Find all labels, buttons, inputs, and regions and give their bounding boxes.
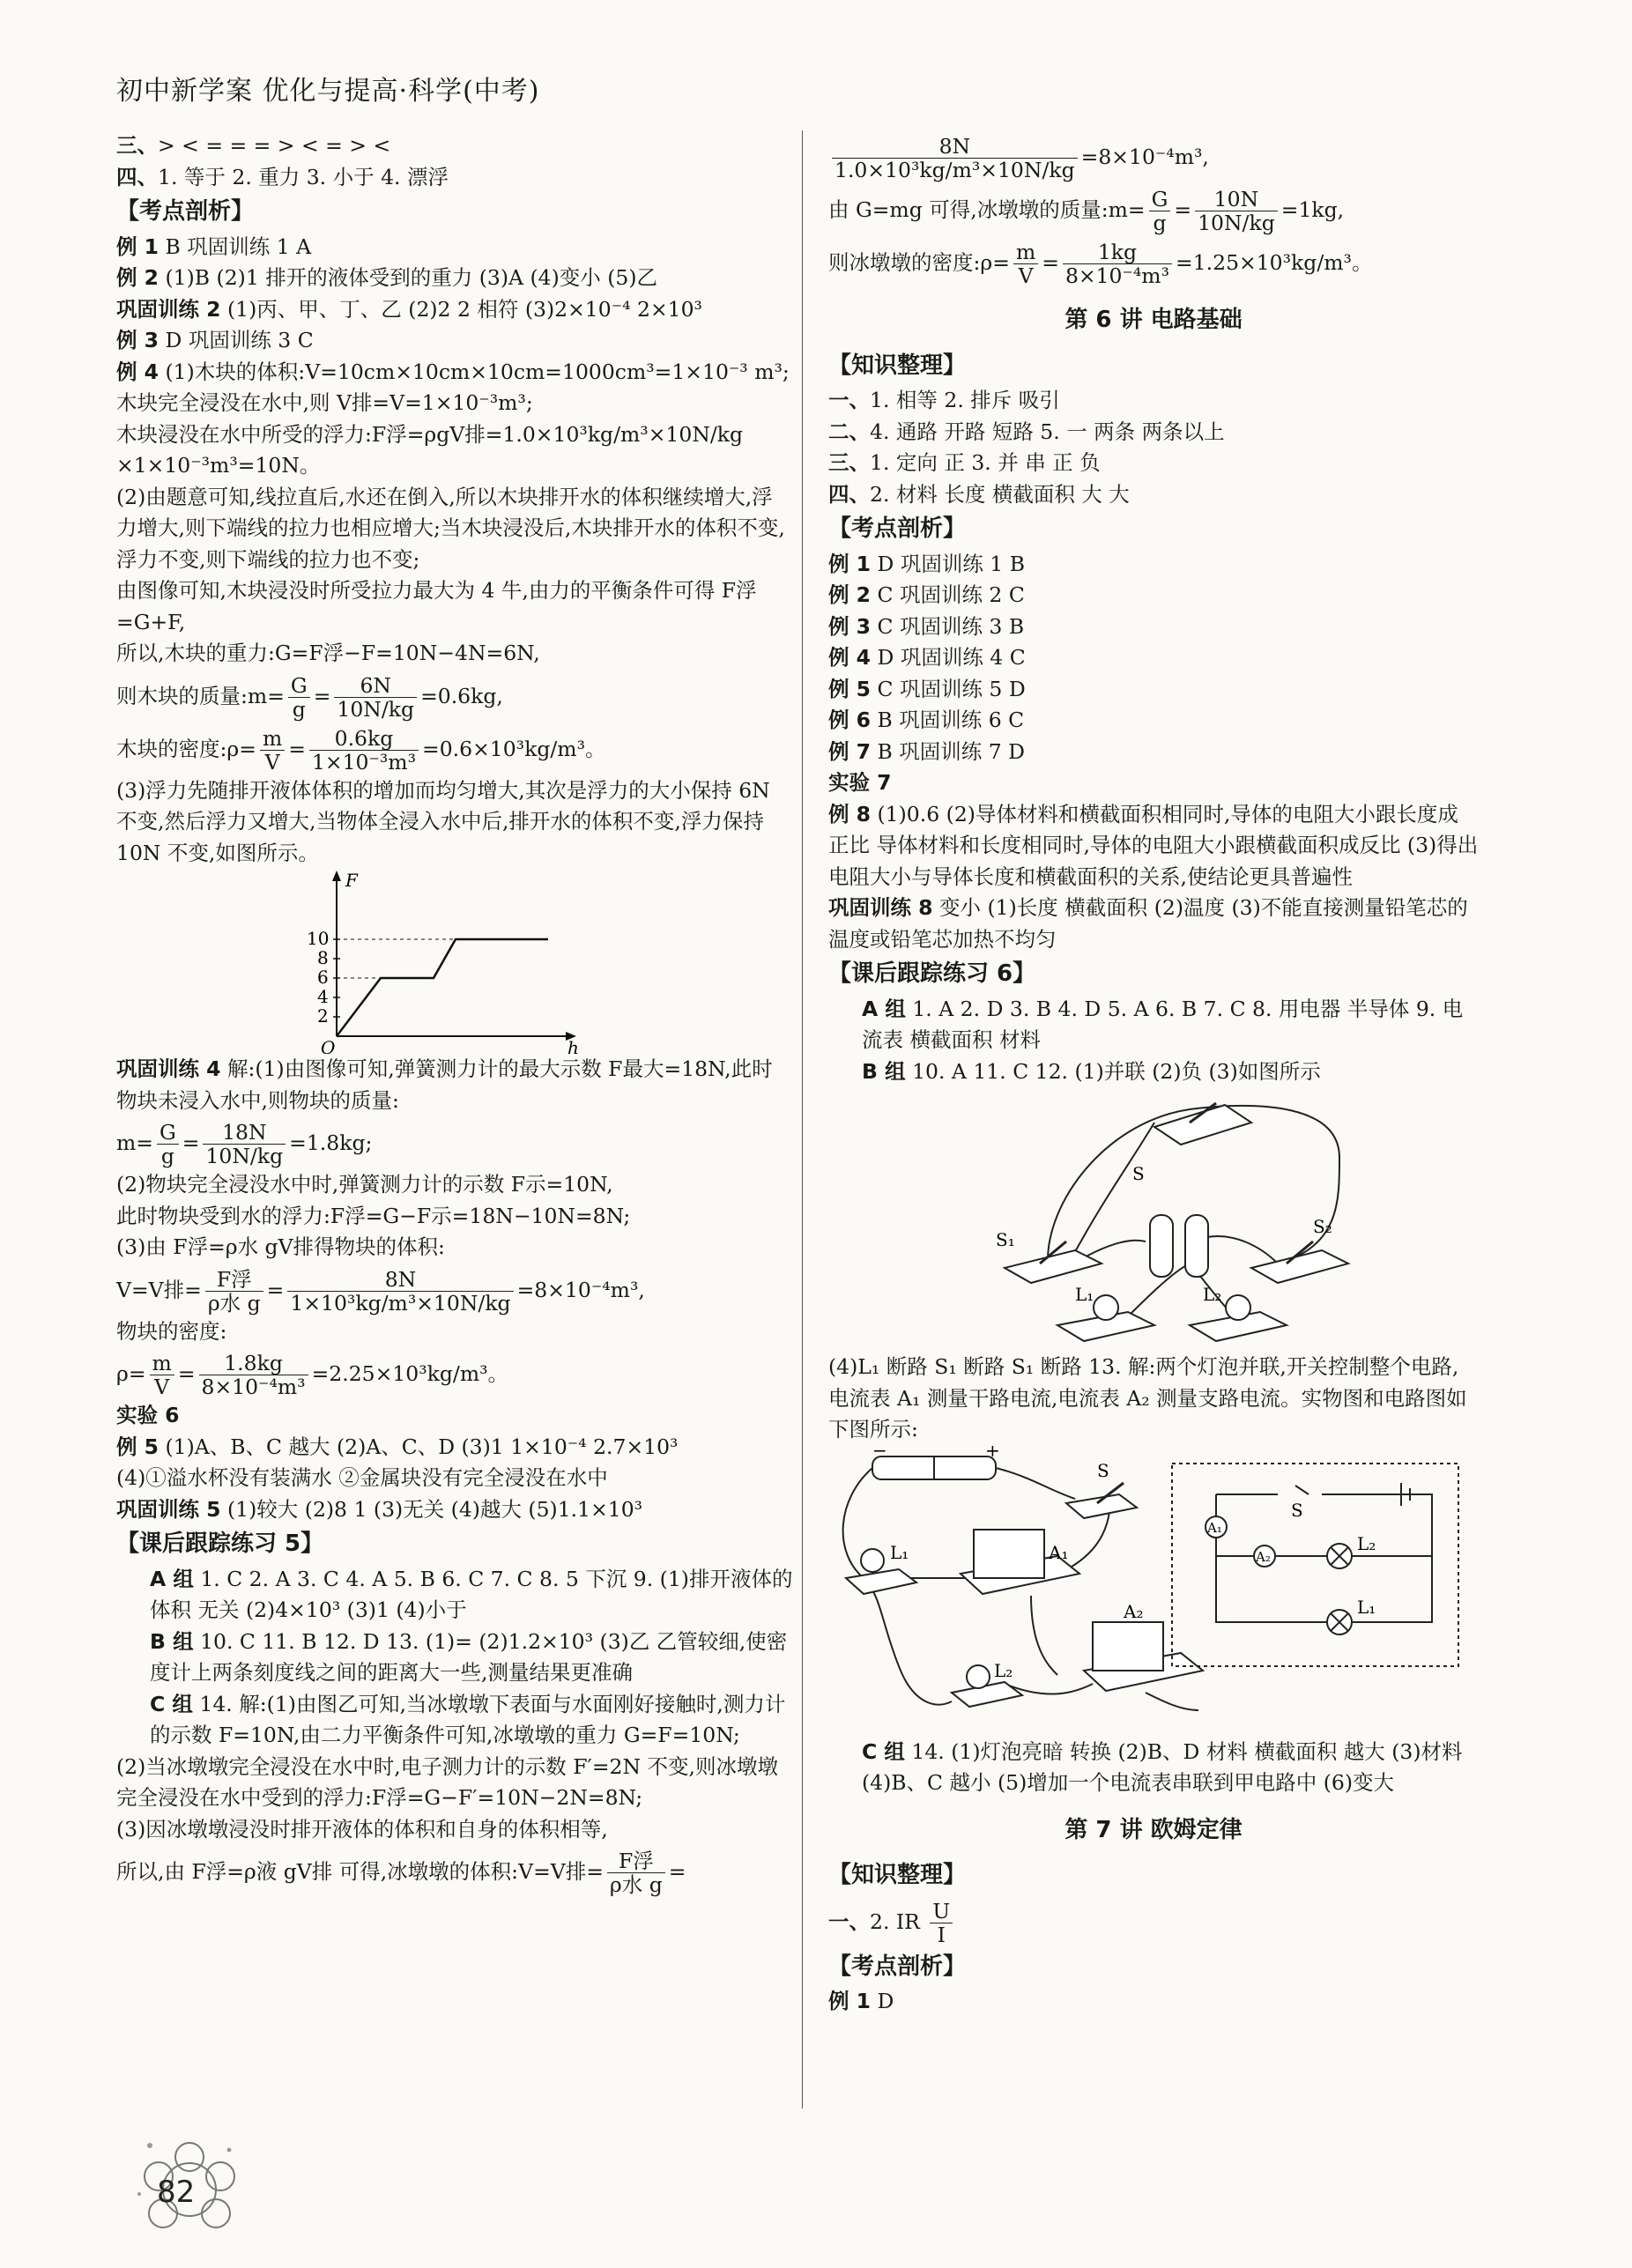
answer-text: B 巩固训练 6 C [871, 708, 1025, 732]
schematic-label-a2: A₂ [1256, 1548, 1271, 1565]
figure-graph [116, 869, 793, 1054]
formula-suffix: =1kg, [1280, 197, 1345, 222]
answer-key: B 组 [862, 1058, 906, 1084]
numerator: G [1149, 188, 1171, 211]
answer-line [116, 419, 793, 482]
formula-line [116, 1845, 793, 1898]
answer-text: 1. 等于 2. 重力 3. 小于 4. 漂浮 [158, 164, 449, 189]
answer-line [116, 1316, 793, 1348]
answer-line [828, 893, 1479, 955]
equals-sign: = [313, 683, 331, 708]
fraction [1149, 188, 1171, 234]
answer-line [116, 130, 793, 162]
answer-text: B 巩固训练 1 A [159, 233, 312, 259]
answer-text: (3)由 F浮=ρ水 gV排得物块的体积: [116, 1234, 445, 1259]
answer-key: C 组 [150, 1691, 193, 1716]
answer-line [828, 705, 1479, 737]
answer-key: 三、 [116, 133, 158, 158]
label-s: S [1097, 1459, 1109, 1481]
answer-key: 巩固训练 2 [116, 296, 221, 322]
label-s: S [1132, 1163, 1145, 1184]
formula-suffix: =0.6×10³kg/m³。 [422, 736, 606, 761]
lecture-title: 第 7 讲 欧姆定律 [1065, 1816, 1243, 1843]
numerator: 8N [832, 135, 1078, 159]
tick-6: 6 [317, 967, 329, 988]
fraction [205, 1268, 263, 1315]
answer-text: (1)0.6 (2)导体材料和横截面积相同时,导体的电阻大小跟长度成正比 导体材料和长度相同时,导体的电阻大小跟横截面积成反比 (3)得出电阻大小与导体长度和横截面积的关系,使结论更具普遍性 [828, 801, 1479, 889]
answer-text: (2)当冰墩墩完全浸没在水中时,电子测力计的示数 F′=2N 不变,则冰墩墩完全浸没在水中受到的浮力:F浮=G−F′=10N−2N=8N; [116, 1753, 779, 1810]
answer-key: 巩固训练 8 [828, 895, 933, 920]
answer-key: C 组 [862, 1738, 905, 1764]
formula-suffix: =0.6kg, [420, 683, 503, 708]
answer-line [828, 385, 1479, 417]
schematic-label-s: S [1291, 1499, 1303, 1521]
x-axis-label: h [567, 1037, 579, 1054]
denominator: ρ水 g [207, 1290, 261, 1316]
answer-key: 例 1 [116, 233, 159, 259]
formula-prefix: 所以,由 F浮=ρ液 gV排 可得,冰墩墩的体积:V=V排= [116, 1859, 604, 1884]
fraction [288, 674, 310, 721]
answer-text: 1. C 2. A 3. C 4. A 5. B 6. C 7. C 8. 5 下沉 9. (1)排开液体的体积 无关 (2)4×10³ (3)1 (4)小于 [150, 1566, 793, 1622]
buoyancy-curve [337, 939, 548, 1036]
fraction [607, 1849, 665, 1896]
equals-sign: = [1174, 197, 1192, 222]
answer-key: 二、 [828, 419, 870, 444]
battery-minus: − [872, 1445, 887, 1461]
answer-line [828, 1737, 1479, 1799]
answer-key: 例 1 [828, 1989, 872, 2013]
formula-line [116, 1264, 793, 1316]
denominator: 1×10⁻³m³ [311, 749, 417, 775]
formula-prefix: 则冰墩墩的密度:ρ= [828, 250, 1010, 275]
parallel-circuit-diagram [925, 1087, 1401, 1352]
answer-text: 变小 (1)长度 横截面积 (2)温度 (3)不能直接测量铅笔芯的温度或铅笔芯加热不均匀 [828, 895, 1468, 952]
denominator: 8×10⁻⁴m³ [201, 1375, 306, 1399]
answer-key: 例 7 [828, 738, 872, 764]
tick-4: 4 [317, 986, 329, 1007]
answer-text: 此时物块受到水的浮力:F浮=G−F示=18N−10N=8N; [116, 1203, 631, 1228]
section-heading: 【知识整理】 [828, 352, 967, 379]
answer-text: 由图像可知,木块浸没时所受拉力最大为 4 牛,由力的平衡条件可得 F浮=G+F, [116, 578, 757, 634]
answer-line [116, 638, 793, 670]
answer-text: B 巩固训练 7 D [871, 738, 1025, 764]
answer-text: (1)丙、甲、丁、乙 (2)2 2 相符 (3)2×10⁻⁴ 2×10³ [220, 296, 702, 322]
answer-text: 物块的密度: [116, 1318, 227, 1344]
numerator: 1kg [1063, 241, 1172, 264]
formula-suffix: =8×10⁻⁴m³, [516, 1277, 645, 1302]
lecture-title: 第 6 讲 电路基础 [1065, 307, 1243, 333]
answer-line [828, 1352, 1479, 1446]
answer-line [116, 1564, 793, 1627]
answer-key: 例 6 [828, 708, 872, 732]
answer-line [828, 580, 1479, 611]
page-number: 82 [157, 2175, 196, 2210]
answer-line [828, 674, 1479, 706]
fraction [260, 727, 285, 774]
denominator: 8×10⁻⁴m³ [1065, 263, 1170, 288]
answer-text: 所以,木块的重力:G=F浮−F=10N−4N=6N, [116, 641, 540, 665]
label-l2: L₂ [1203, 1284, 1222, 1305]
denominator: ρ水 g [609, 1872, 663, 1897]
answer-line [828, 799, 1479, 893]
page-header: 初中新学案 优化与提高·科学(中考) [116, 76, 540, 107]
answer-key: 例 4 [828, 645, 872, 670]
formula-line [828, 130, 1479, 183]
answer-key: 例 4 [116, 359, 159, 384]
answer-line [116, 232, 793, 263]
numerator: m [1013, 241, 1038, 264]
answer-line [116, 1432, 793, 1464]
tick-2: 2 [317, 1005, 329, 1027]
fraction [1063, 241, 1172, 287]
buoyancy-graph [284, 869, 583, 1054]
fraction [203, 1121, 286, 1167]
schematic-label-a1: A₁ [1207, 1519, 1222, 1536]
answer-line [116, 1169, 793, 1201]
answer-key: 四、 [828, 481, 870, 507]
answer-key: 实验 7 [828, 770, 892, 795]
answer-key: B 组 [150, 1628, 194, 1654]
denominator: 10N/kg [205, 1144, 284, 1168]
answer-text: (1)A、B、C 越大 (2)A、C、D (3)1 1×10⁻⁴ 2.7×10³ [159, 1434, 679, 1459]
numerator: U [930, 1900, 953, 1923]
numerator: m [150, 1352, 174, 1375]
numerator: m [260, 727, 285, 751]
answer-text: 4. 通路 开路 短路 5. 一 两条 两条以上 [870, 419, 1225, 444]
answer-text: 14. (1)灯泡亮暗 转换 (2)B、D 材料 横截面积 越大 (3)材料 (4)B、C 越小 (5)增加一个电流表串联到甲电路中 (6)变大 [862, 1738, 1463, 1795]
answer-key: 例 5 [116, 1434, 159, 1459]
equals-sign: = [177, 1361, 196, 1386]
tick-8: 8 [317, 947, 329, 968]
answer-key: 例 8 [828, 801, 872, 826]
answer-line [116, 357, 793, 419]
section-heading: 【考点剖析】 [828, 1953, 967, 1980]
answer-text: 10. A 11. C 12. (1)并联 (2)负 (3)如图所示 [905, 1058, 1321, 1084]
origin-label: O [321, 1037, 336, 1054]
answer-line [116, 263, 793, 294]
label-l2: L₂ [994, 1659, 1013, 1681]
answer-text: (4)L₁ 断路 S₁ 断路 S₁ 断路 13. 解:两个灯泡并联,开关控制整个电路,电流表 A₁ 测量干路电流,电流表 A₂ 测量支路电流。实物图和电路图如下图所示: [828, 1354, 1467, 1442]
tick-10: 10 [307, 928, 330, 949]
fraction [930, 1900, 953, 1946]
answer-text: (4)①溢水杯没有装满水 ②金属块没有完全浸没在水中 [116, 1465, 608, 1490]
battery-plus: + [985, 1445, 1000, 1461]
formula-line [116, 1347, 793, 1400]
answer-text: D 巩固训练 4 C [871, 645, 1026, 670]
denominator: 1×10³kg/m³×10N/kg [290, 1290, 511, 1316]
formula-line [828, 1895, 1479, 1948]
answer-line [116, 1201, 793, 1233]
fraction [832, 135, 1078, 182]
denominator: V [1018, 263, 1034, 288]
answer-text: 木块浸没在水中所受的浮力:F浮=ρgV排=1.0×10³kg/m³×10N/kg ×1×10⁻³m³=10N。 [116, 421, 744, 478]
answer-line [116, 1232, 793, 1264]
denominator: 1.0×10³kg/m³×10N/kg [835, 158, 1075, 182]
answer-key: 例 3 [116, 328, 159, 352]
denominator: 10N/kg [337, 696, 415, 722]
ammeter-circuit-diagram [828, 1446, 1479, 1737]
formula-prefix: 木块的密度:ρ= [116, 736, 256, 761]
answer-key: A 组 [150, 1566, 194, 1591]
answer-text: (1)B (2)1 排开的液体受到的重力 (3)A (4)变小 (5)乙 [159, 265, 657, 290]
answer-text: (2)物块完全浸没水中时,弹簧测力计的示数 F示=10N, [116, 1172, 613, 1197]
formula-suffix: =8×10⁻⁴m³, [1080, 145, 1209, 169]
formula-prefix: 2. IR [870, 1909, 927, 1934]
section-heading: 【知识整理】 [828, 1862, 967, 1888]
numerator: 6N [334, 674, 417, 698]
answer-text: (3)浮力先随排开液体体积的增加而均匀增大,其次是浮力的大小保持 6N 不变,然后浮力又增大,当物体全浸入水中后,排开水的体积不变,浮力保持 10N 不变,如图所示。 [116, 777, 770, 865]
formula-prefix: ρ= [116, 1361, 146, 1386]
equals-sign: = [1042, 250, 1059, 275]
right-column [828, 130, 1479, 2018]
formula-line [116, 670, 793, 723]
formula-line [116, 723, 793, 775]
answer-line [116, 1494, 793, 1526]
numerator: 8N [287, 1268, 513, 1292]
fraction [309, 727, 419, 774]
answer-text: 1. 定向 正 3. 并 串 正 负 [870, 450, 1101, 475]
denominator: V [264, 749, 280, 775]
answer-text: > < = = = > < = > < [158, 133, 391, 158]
answer-key: 例 5 [828, 676, 872, 701]
formula-suffix: =2.25×10³kg/m³。 [311, 1361, 509, 1386]
answer-text: (1)木块的体积:V=10cm×10cm×10cm=1000cm³=1×10⁻³ m³;木块完全浸没在水中,则 V排=V=1×10⁻³m³; [116, 359, 790, 415]
numerator: G [157, 1121, 179, 1145]
answer-text: 10. C 11. B 12. D 13. (1)= (2)1.2×10³ (3)乙 乙管较细,使密度计上两条刻度线之间的距离大一些,测量结果更准确 [150, 1628, 788, 1685]
answer-line [828, 611, 1479, 643]
numerator: G [288, 674, 310, 698]
figure-circuit2 [828, 1446, 1479, 1737]
answer-key: 一、 [828, 1909, 870, 1934]
answer-line [828, 994, 1479, 1056]
label-a2: A₂ [1124, 1600, 1144, 1622]
answer-line [116, 1463, 793, 1494]
answer-text: (2)由题意可知,线拉直后,水还在倒入,所以木块排开水的体积继续增大,浮力增大,则下端线的拉力也相应增大;当木块浸没后,木块排开水的体积不变,浮力不变,则下端线的拉力也不变; [116, 484, 785, 572]
answer-line [116, 294, 793, 326]
fraction [157, 1121, 179, 1167]
answer-text: C 巩固训练 2 C [871, 582, 1025, 607]
numerator: F浮 [607, 1849, 665, 1873]
fraction [334, 674, 417, 721]
answer-line [828, 642, 1479, 674]
formula-line [828, 183, 1479, 236]
section-heading: 【课后跟踪练习 6】 [828, 960, 1036, 987]
answer-text: 解:(1)由图像可知,弹簧测力计的最大示数 F最大=18N,此时物块未浸入水中,则物块的质量: [116, 1056, 773, 1113]
answer-text: (3)因冰墩墩浸没时排开液体的体积和自身的体积相等, [116, 1816, 608, 1842]
numerator: F浮 [205, 1268, 263, 1292]
section-heading: 【考点剖析】 [116, 198, 255, 225]
answer-text: 14. 解:(1)由图乙可知,当冰墩墩下表面与水面刚好接触时,测力计的示数 F=10N,由二力平衡条件可知,冰墩墩的重力 G=F=10N; [150, 1691, 786, 1747]
answer-line [116, 1627, 793, 1689]
answer-line [828, 767, 1479, 799]
answer-key: 例 2 [116, 265, 159, 290]
answer-line [116, 775, 793, 870]
formula-prefix: 则木块的质量:m= [116, 683, 285, 708]
denominator: 10N/kg [1198, 211, 1275, 235]
answer-line [116, 325, 793, 357]
answer-line [828, 479, 1479, 511]
answer-text: C 巩固训练 3 B [871, 613, 1025, 639]
denominator: V [154, 1375, 170, 1399]
answer-key: 实验 6 [116, 1403, 180, 1427]
section-heading: 【考点剖析】 [828, 515, 967, 542]
equals-sign: = [288, 736, 306, 761]
formula-suffix: = [668, 1859, 686, 1884]
formula-line [828, 236, 1479, 289]
label-l1: L₁ [1075, 1284, 1094, 1305]
answer-line [116, 575, 793, 638]
denominator: g [160, 1144, 174, 1168]
answer-line [828, 448, 1479, 479]
fraction [1013, 241, 1038, 287]
formula-prefix: 由 G=mg 可得,冰墩墩的质量:m= [828, 197, 1146, 222]
answer-line [828, 417, 1479, 448]
answer-text: 1. 相等 2. 排斥 吸引 [870, 388, 1060, 412]
answer-line [116, 1400, 793, 1432]
fraction [1195, 188, 1278, 234]
equals-sign: = [266, 1277, 285, 1302]
answer-line [116, 482, 793, 576]
answer-key: 巩固训练 4 [116, 1056, 221, 1081]
answer-line [828, 549, 1479, 581]
answer-text: C 巩固训练 5 D [871, 676, 1026, 701]
numerator: 0.6kg [309, 727, 419, 751]
answer-key: A 组 [862, 996, 906, 1021]
answer-line [116, 1689, 793, 1752]
fraction [150, 1352, 174, 1398]
numerator: 10N [1195, 188, 1278, 211]
answer-text: D 巩固训练 1 B [871, 551, 1025, 576]
label-a1: A₁ [1049, 1541, 1069, 1563]
column-divider [802, 130, 803, 2109]
answer-text: 2. 材料 长度 横截面积 大 大 [870, 481, 1130, 507]
denominator: g [1153, 211, 1167, 235]
answer-key: 三、 [828, 450, 870, 475]
answer-line [828, 1056, 1479, 1088]
answer-key: 巩固训练 5 [116, 1496, 221, 1522]
formula-suffix: =1.25×10³kg/m³。 [1176, 250, 1373, 275]
figure-circuit1 [828, 1087, 1479, 1352]
label-s1: S₁ [996, 1229, 1015, 1250]
answer-text: 1. A 2. D 3. B 4. D 5. A 6. B 7. C 8. 用电器 半导体 9. 电流表 横截面积 材料 [862, 996, 1464, 1052]
schematic-label-l2: L₂ [1357, 1532, 1376, 1554]
answer-line [116, 1752, 793, 1814]
answer-line [116, 1814, 793, 1846]
schematic-label-l1: L₁ [1357, 1596, 1376, 1618]
fraction [287, 1268, 513, 1315]
denominator: I [937, 1922, 946, 1947]
formula-line [116, 1116, 793, 1169]
equals-sign: = [182, 1130, 200, 1155]
formula-suffix: =1.8kg; [289, 1130, 373, 1155]
formula-prefix: m= [116, 1130, 153, 1155]
label-s2: S₂ [1313, 1216, 1332, 1237]
answer-line [828, 1986, 1479, 2018]
answer-key: 一、 [828, 388, 870, 412]
answer-key: 例 2 [828, 582, 872, 607]
y-axis-label: F [345, 870, 358, 891]
fraction [199, 1352, 308, 1398]
formula-prefix: V=V排= [116, 1277, 202, 1302]
answer-line [828, 737, 1479, 768]
section-heading: 【课后跟踪练习 5】 [116, 1531, 324, 1557]
denominator: g [292, 696, 306, 722]
answer-key: 例 3 [828, 613, 872, 639]
answer-key: 例 1 [828, 551, 872, 576]
label-l1: L₁ [890, 1541, 909, 1563]
answer-key: 四、 [116, 164, 158, 189]
numerator: 1.8kg [199, 1352, 308, 1375]
answer-text: D [871, 1989, 894, 2013]
answer-line [116, 1054, 793, 1116]
numerator: 18N [203, 1121, 286, 1145]
answer-text: (1)较大 (2)8 1 (3)无关 (4)越大 (5)1.1×10³ [220, 1496, 643, 1522]
answer-text: D 巩固训练 3 C [159, 328, 314, 352]
answer-line [116, 162, 793, 194]
left-column [116, 130, 793, 1898]
